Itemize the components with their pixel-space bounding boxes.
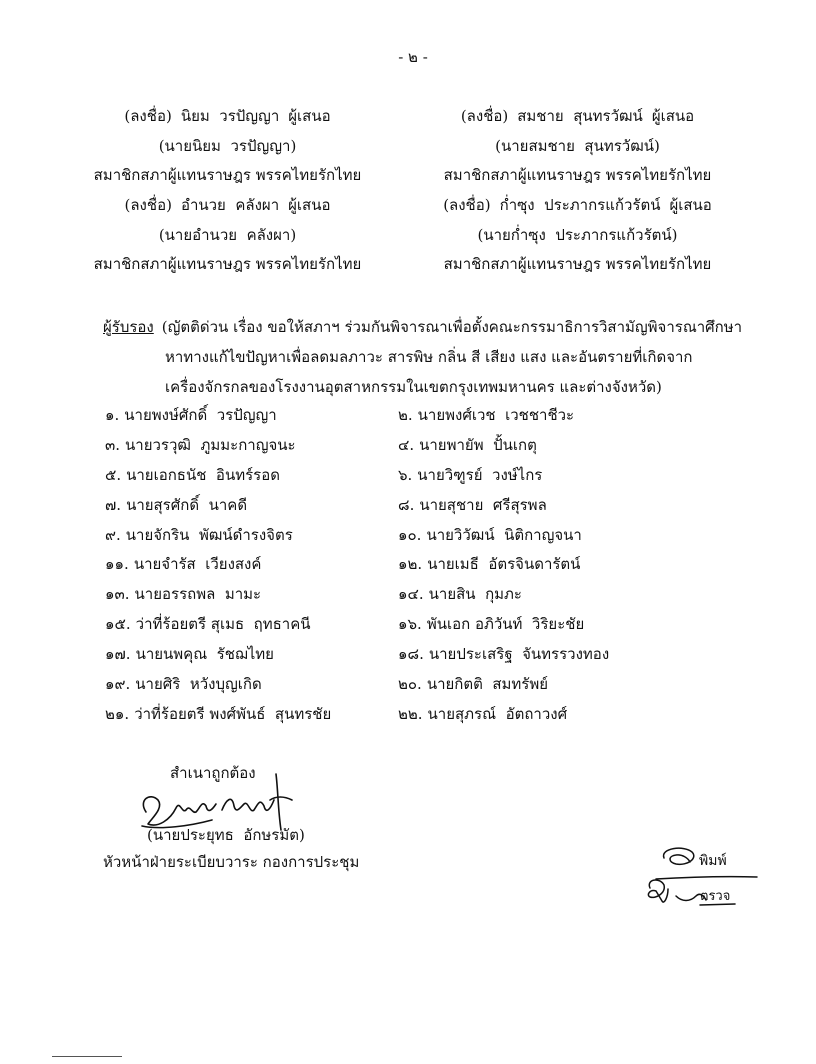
endorser-number: ๒๑. bbox=[105, 704, 130, 723]
proposer-position: สมาชิกสภาผู้แทนราษฎร พรรคไทยรักไทย bbox=[93, 255, 362, 274]
endorser-item bbox=[105, 521, 398, 551]
proposer-name: อำนวย คลังผา bbox=[180, 196, 280, 215]
endorser-name: นายสิน กุมภะ bbox=[428, 585, 522, 604]
endorsement-label: ผู้รับรอง bbox=[103, 318, 154, 336]
proposer-name: สมชาย สุนทรวัฒน์ bbox=[517, 107, 643, 125]
proposer-role: ผู้เสนอ bbox=[288, 107, 331, 125]
endorser-name: นายจักริน พัฒน์ดำรงจิตร bbox=[125, 525, 293, 544]
endorser-name: นายวิวัฒน์ นิติกาญจนา bbox=[426, 525, 582, 544]
endorser-item bbox=[398, 670, 725, 700]
endorser-item bbox=[398, 431, 725, 461]
typed-mark-label: พิมพ์ bbox=[699, 853, 727, 869]
proposer-role: ผู้เสนอ bbox=[651, 107, 695, 125]
endorser-number: ๑๘. bbox=[398, 645, 424, 664]
endorser-number: ๗. bbox=[105, 495, 122, 514]
endorsement-block bbox=[103, 312, 743, 402]
endorser-name: ว่าที่ร้อยตรี สุเมธ ฤทธาคนี bbox=[135, 615, 311, 634]
endorser-item bbox=[105, 431, 398, 461]
endorser-number: ๑๓. bbox=[105, 585, 130, 604]
endorser-item bbox=[398, 640, 725, 670]
endorser-item bbox=[398, 700, 725, 730]
endorser-number: ๑๑. bbox=[105, 555, 129, 574]
proposer-position: สมาชิกสภาผู้แทนราษฎร พรรคไทยรักไทย bbox=[443, 255, 712, 274]
endorser-name: นายสุชาย ศรีสุรพล bbox=[419, 495, 547, 514]
certifier-name: (นายประยุทธ อักษรมัต) bbox=[147, 826, 305, 844]
endorser-name: พันเอก อภิวันท์ วิริยะชัย bbox=[426, 615, 585, 634]
endorser-number: ๕. bbox=[105, 465, 122, 484]
endorser-name: นายพงษ์ศักดิ์ วรปัญญา bbox=[124, 406, 277, 424]
endorser-item bbox=[398, 461, 725, 491]
endorser-number: ๑. bbox=[105, 406, 120, 424]
endorsement-text: (ญัตติด่วน เรื่อง ขอให้สภาฯ ร่วมกันพิจารณาเพื่อตั้งคณะกรรมาธิการวิสามัญพิจารณาศึกษา bbox=[161, 318, 743, 336]
endorser-number: ๖. bbox=[398, 465, 413, 484]
certified-copy-label: สำเนาถูกต้อง bbox=[170, 764, 256, 782]
endorser-number: ๓. bbox=[105, 435, 121, 454]
proposer-entry bbox=[80, 102, 375, 191]
proposer-full-name: (นายสมชาย สุนทรวัฒน์) bbox=[495, 136, 660, 155]
signed-prefix: (ลงชื่อ) bbox=[124, 107, 172, 125]
endorser-name: นายสุรศักดิ์ นาคดี bbox=[126, 495, 248, 514]
endorsement-text: เครื่องจักรกลของโรงงานอุตสาหกรรมในเขตกรุงเทพมหานคร และต่างจังหวัด) bbox=[165, 378, 662, 396]
proposer-signed-line bbox=[430, 102, 725, 132]
endorser-number: ๙. bbox=[105, 525, 121, 544]
proposer-entry bbox=[430, 102, 725, 191]
endorser-item bbox=[105, 610, 398, 640]
endorser-number: ๑๙. bbox=[105, 675, 131, 694]
endorser-item bbox=[105, 461, 398, 491]
endorser-name: นายอรรถพล มามะ bbox=[134, 585, 262, 604]
endorser-number: ๘. bbox=[398, 495, 415, 514]
endorser-name: นายวิฑูรย์ วงษ์ไกร bbox=[417, 465, 543, 484]
endorser-number: ๑๗. bbox=[105, 645, 131, 664]
proposers-block bbox=[80, 102, 725, 280]
proposer-signed-line bbox=[80, 102, 375, 132]
endorser-item bbox=[105, 670, 398, 700]
endorser-number: ๒. bbox=[398, 406, 413, 424]
endorser-item bbox=[105, 640, 398, 670]
endorser-number: ๑๒. bbox=[398, 555, 423, 574]
endorser-name: นายจำรัส เวียงสงค์ bbox=[133, 555, 262, 574]
endorser-name: นายสุภรณ์ อัตถาวงศ์ bbox=[427, 704, 568, 723]
endorser-item bbox=[398, 610, 725, 640]
endorsement-line bbox=[103, 312, 743, 342]
signed-prefix: (ลงชื่อ) bbox=[443, 196, 491, 215]
endorser-name: นายพายัพ ปั้นเกตุ bbox=[419, 435, 537, 454]
proposer-full-name: (นายนิยม วรปัญญา) bbox=[158, 136, 297, 155]
certifier-position: หัวหน้าฝ่ายระเบียบวาระ กองการประชุม bbox=[103, 853, 360, 871]
endorser-item bbox=[105, 491, 398, 521]
endorser-item bbox=[105, 550, 398, 580]
proposer-signed-line bbox=[80, 191, 375, 221]
endorser-number: ๔. bbox=[398, 435, 415, 454]
signed-prefix: (ลงชื่อ) bbox=[124, 196, 172, 215]
proposer-full-name: (นายก่ำซุง ประภากรแก้วรัตน์) bbox=[477, 225, 678, 244]
page-number: - ๒ - bbox=[398, 48, 428, 66]
endorser-name: นายศิริ หวังบุญเกิด bbox=[135, 675, 262, 694]
endorser-number: ๑๖. bbox=[398, 615, 422, 634]
endorser-name: นายพงศ์เวช เวชชาชีวะ bbox=[417, 406, 575, 424]
proposer-name: นิยม วรปัญญา bbox=[180, 107, 280, 125]
endorser-number: ๑๕. bbox=[105, 615, 131, 634]
endorser-name: นายนพคุณ รัชฌไทย bbox=[135, 645, 274, 664]
endorser-list bbox=[105, 401, 725, 730]
endorser-name: นายประเสริฐ จันทรรวงทอง bbox=[428, 645, 610, 664]
endorsement-text: หาทางแก้ไขปัญหาเพื่อลดมลภาวะ สารพิษ กลิ่น สี เสียง แสง และอันตรายที่เกิดจาก bbox=[165, 348, 693, 366]
proposer-position: สมาชิกสภาผู้แทนราษฎร พรรคไทยรักไทย bbox=[443, 166, 712, 185]
proposer-entry bbox=[430, 191, 725, 280]
endorser-item bbox=[398, 521, 725, 551]
checked-mark-label: ตรวจ bbox=[700, 889, 731, 904]
endorser-item bbox=[398, 491, 725, 521]
footer-rule bbox=[52, 1056, 122, 1057]
proposer-position: สมาชิกสภาผู้แทนราษฎร พรรคไทยรักไทย bbox=[93, 166, 362, 185]
proposer-signed-line bbox=[430, 191, 725, 221]
endorser-item bbox=[105, 700, 398, 730]
endorser-number: ๒๐. bbox=[398, 675, 422, 694]
endorser-item bbox=[398, 550, 725, 580]
endorser-item bbox=[105, 580, 398, 610]
endorser-item bbox=[105, 401, 398, 431]
endorser-number: ๑๔. bbox=[398, 585, 424, 604]
endorser-name: นายกิตติ สมทรัพย์ bbox=[426, 675, 549, 694]
endorser-name: นายวรวุฒิ ภูมมะกาญจนะ bbox=[125, 435, 296, 454]
endorser-item bbox=[398, 580, 725, 610]
endorser-number: ๑๐. bbox=[398, 525, 422, 544]
proposer-role: ผู้เสนอ bbox=[669, 196, 712, 215]
endorser-name: นายเมธี อัตรจินดารัตน์ bbox=[427, 555, 581, 574]
endorser-name: ว่าที่ร้อยตรี พงศ์พันธ์ สุนทรชัย bbox=[134, 704, 332, 723]
proposer-name: ก่ำซุง ประภากรแก้วรัตน์ bbox=[499, 196, 661, 215]
proposer-full-name: (นายอำนวย คลังผา) bbox=[158, 225, 297, 244]
endorser-name: นายเอกธนัช อินทร์รอด bbox=[126, 465, 280, 484]
signed-prefix: (ลงชื่อ) bbox=[460, 107, 509, 125]
endorser-number: ๒๒. bbox=[398, 704, 423, 723]
endorser-item bbox=[398, 401, 725, 431]
proposer-entry bbox=[80, 191, 375, 280]
proposer-role: ผู้เสนอ bbox=[288, 196, 331, 215]
